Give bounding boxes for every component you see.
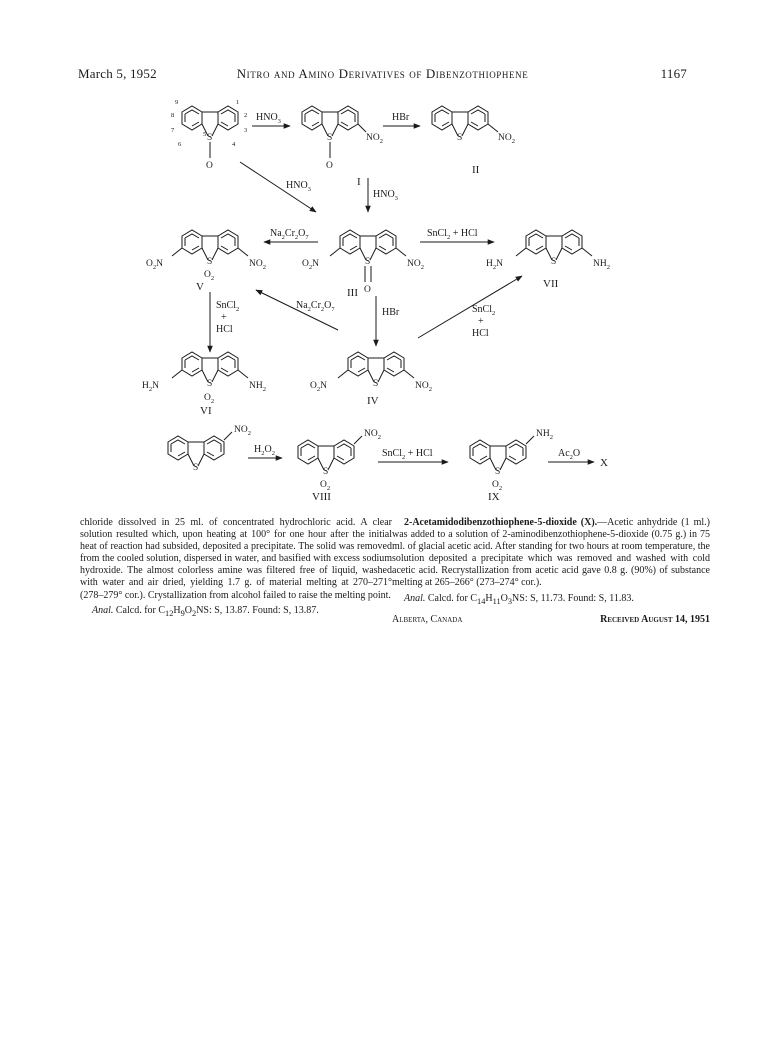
- svg-text:1: 1: [236, 99, 240, 106]
- page-number: 1167: [660, 66, 687, 81]
- svg-text:NO2: $NO_2$: [498, 133, 515, 145]
- svg-text:8: 8: [171, 112, 175, 119]
- svg-text:NO2: $NO_2$: [366, 133, 383, 145]
- svg-text:6: 6: [178, 141, 182, 148]
- compound-VI: [142, 352, 266, 417]
- svg-text:V: V: [196, 281, 204, 293]
- running-header-date: March 5, 1952: [78, 66, 157, 81]
- compound-VII: [486, 230, 610, 290]
- reagent-sncl2-hcl-top: SnCl$_2$ + HCl: [427, 228, 478, 241]
- svg-text:3: 3: [244, 127, 248, 134]
- svg-text:III: III: [347, 287, 358, 299]
- svg-text:S: S: [551, 257, 557, 267]
- svg-text:S: S: [327, 133, 333, 143]
- svg-text:O2N: $O_2N$: [302, 259, 319, 271]
- svg-text:NO2: $NO_2$: [407, 259, 424, 271]
- right-column: [392, 517, 710, 626]
- svg-text:O2: $O_2$: [320, 480, 331, 492]
- left-column: [80, 517, 392, 620]
- svg-text:+: +: [221, 312, 227, 323]
- svg-text:S: S: [207, 379, 213, 389]
- svg-text:S: S: [373, 379, 379, 389]
- svg-text:2: 2: [244, 112, 248, 119]
- reagent-sncl2-right: SnCl$_2$: [472, 304, 496, 317]
- svg-text:4: 4: [232, 141, 236, 148]
- right-paragraph: 2-Acetamidodibenzothiophene-5-dioxide (X).—Acetic anhydride (1 ml.) was added to a solution of 2-aminodibenzothiophene-5-dioxide (0.75 g.) in 75 ml. of glacial acetic acid. After standing for two hours at room temperature, the solution deposited a precipitate which was removed and washed with cold acetic acid. Recrystallization from acetic acid gave 0.8 g. (90%) of substance melting at 265–266° (273–274° cor.).: [392, 517, 710, 589]
- svg-text:O2: $O_2$: [204, 270, 215, 282]
- reagent-hbr: HBr: [392, 112, 410, 123]
- svg-text:O2N: $O_2N$: [146, 259, 163, 271]
- reagent-h2o2: $H_2O_2$: [254, 444, 275, 457]
- reagent-hbr-vertical: HBr: [382, 307, 400, 318]
- reaction-scheme: [0, 0, 765, 510]
- svg-text:NO2: $NO_2$: [249, 259, 266, 271]
- reagent-sncl2-hcl-bottom: SnCl$_2$ + HCl: [382, 448, 433, 461]
- svg-text:7: 7: [171, 127, 175, 134]
- left-paragraph: chloride dissolved in 25 ml. of concentrated hydrochloric acid. A clear solution resulted which, upon heating at 100° for one hour after the initial heat of reaction had subsided, deposited a precipitate. The solid was removed from the cooled solution, dispersed in water, and basified with excess sodium hydroxide. The almost colorless amine was filtered free of liquid, washed with water and air dried, yielding 1.7 g. of material melting at 270–271° (278–279° cor.). Crystallization from alcohol failed to raise the melting point.: [80, 517, 392, 601]
- compound-III: [302, 230, 424, 299]
- compound-V: [146, 230, 266, 293]
- svg-text:S: S: [207, 257, 213, 267]
- svg-text:NO2: $NO_2$: [364, 429, 381, 441]
- svg-text:IV: IV: [367, 395, 379, 407]
- svg-text:O: O: [364, 285, 371, 295]
- author-location: Alberta, Canada: [392, 613, 463, 625]
- svg-text:O: O: [206, 161, 213, 171]
- svg-text:NO2: $NO_2$: [415, 381, 432, 393]
- svg-text:HCl: HCl: [472, 328, 489, 339]
- svg-text:S: S: [323, 467, 329, 477]
- svg-text:VII: VII: [543, 278, 559, 290]
- svg-text:O2N: $O_2N$: [310, 381, 327, 393]
- svg-text:S: S: [495, 467, 501, 477]
- svg-text:HCl: HCl: [216, 324, 233, 335]
- article-footer: [392, 614, 710, 626]
- compound-I: [171, 99, 247, 171]
- svg-text:NH2: $NH_2$: [593, 259, 610, 271]
- sulfur-atom: S: [207, 133, 213, 143]
- section-heading: 2-Acetamidodibenzothiophene-5-dioxide (X).: [404, 517, 598, 528]
- compound-VIII: [298, 429, 381, 503]
- svg-text:S: S: [365, 257, 371, 267]
- svg-text:+: +: [478, 316, 484, 327]
- compound-nitro-dbt: [168, 425, 251, 473]
- left-analysis: Anal. Calcd. for $C_{12}H_9O_2NS$: S, 13.87. Found: S, 13.87.: [92, 604, 319, 618]
- received-date: Received August 14, 1951: [600, 613, 710, 625]
- svg-text:H2N: $H_2N$: [486, 259, 503, 271]
- svg-text:I: I: [357, 176, 361, 188]
- running-header-title: Nitro and Amino Derivatives of Dibenzothiophene: [236, 66, 529, 81]
- svg-text:5: 5: [203, 131, 207, 138]
- svg-text:O2: $O_2$: [492, 480, 503, 492]
- reagent-ac2o: $Ac_2O$: [558, 448, 581, 461]
- svg-text:O2: $O_2$: [204, 393, 215, 405]
- compound-IV: [310, 352, 432, 407]
- svg-text:NH2: $NH_2$: [249, 381, 266, 393]
- svg-text:IX: IX: [488, 491, 500, 503]
- svg-text:S: S: [457, 133, 463, 143]
- reagent-hno3-vertical: $HNO_3$: [373, 189, 398, 202]
- svg-text:9: 9: [175, 99, 179, 106]
- compound-IX: [470, 429, 553, 503]
- svg-text:NO2: $NO_2$: [234, 425, 251, 437]
- reagent-dichromate-diagonal: $Na_2Cr_2O_7$: [296, 300, 335, 313]
- reagent-dichromate-top: $Na_2Cr_2O_7$: [270, 228, 309, 241]
- reagent-sncl2-left: SnCl$_2$: [216, 300, 240, 313]
- reagent-hno3-diagonal: $HNO_3$: [286, 180, 311, 193]
- svg-text:II: II: [472, 164, 480, 176]
- svg-text:VI: VI: [200, 405, 212, 417]
- compound-X: X: [600, 457, 608, 469]
- svg-text:VIII: VIII: [312, 491, 331, 503]
- right-analysis: Anal. Calcd. for $C_{14}H_{11}O_3NS$: S, 11.73. Found: S, 11.83.: [404, 592, 634, 606]
- svg-text:NH2: $NH_2$: [536, 429, 553, 441]
- svg-text:S: S: [193, 463, 199, 473]
- svg-text:H2N: $H_2N$: [142, 381, 159, 393]
- svg-text:O: O: [326, 161, 333, 171]
- compound-II: [432, 106, 515, 176]
- compound-nitro-sulfoxide: [302, 106, 383, 188]
- reagent-hno3: $HNO_3$: [256, 112, 281, 125]
